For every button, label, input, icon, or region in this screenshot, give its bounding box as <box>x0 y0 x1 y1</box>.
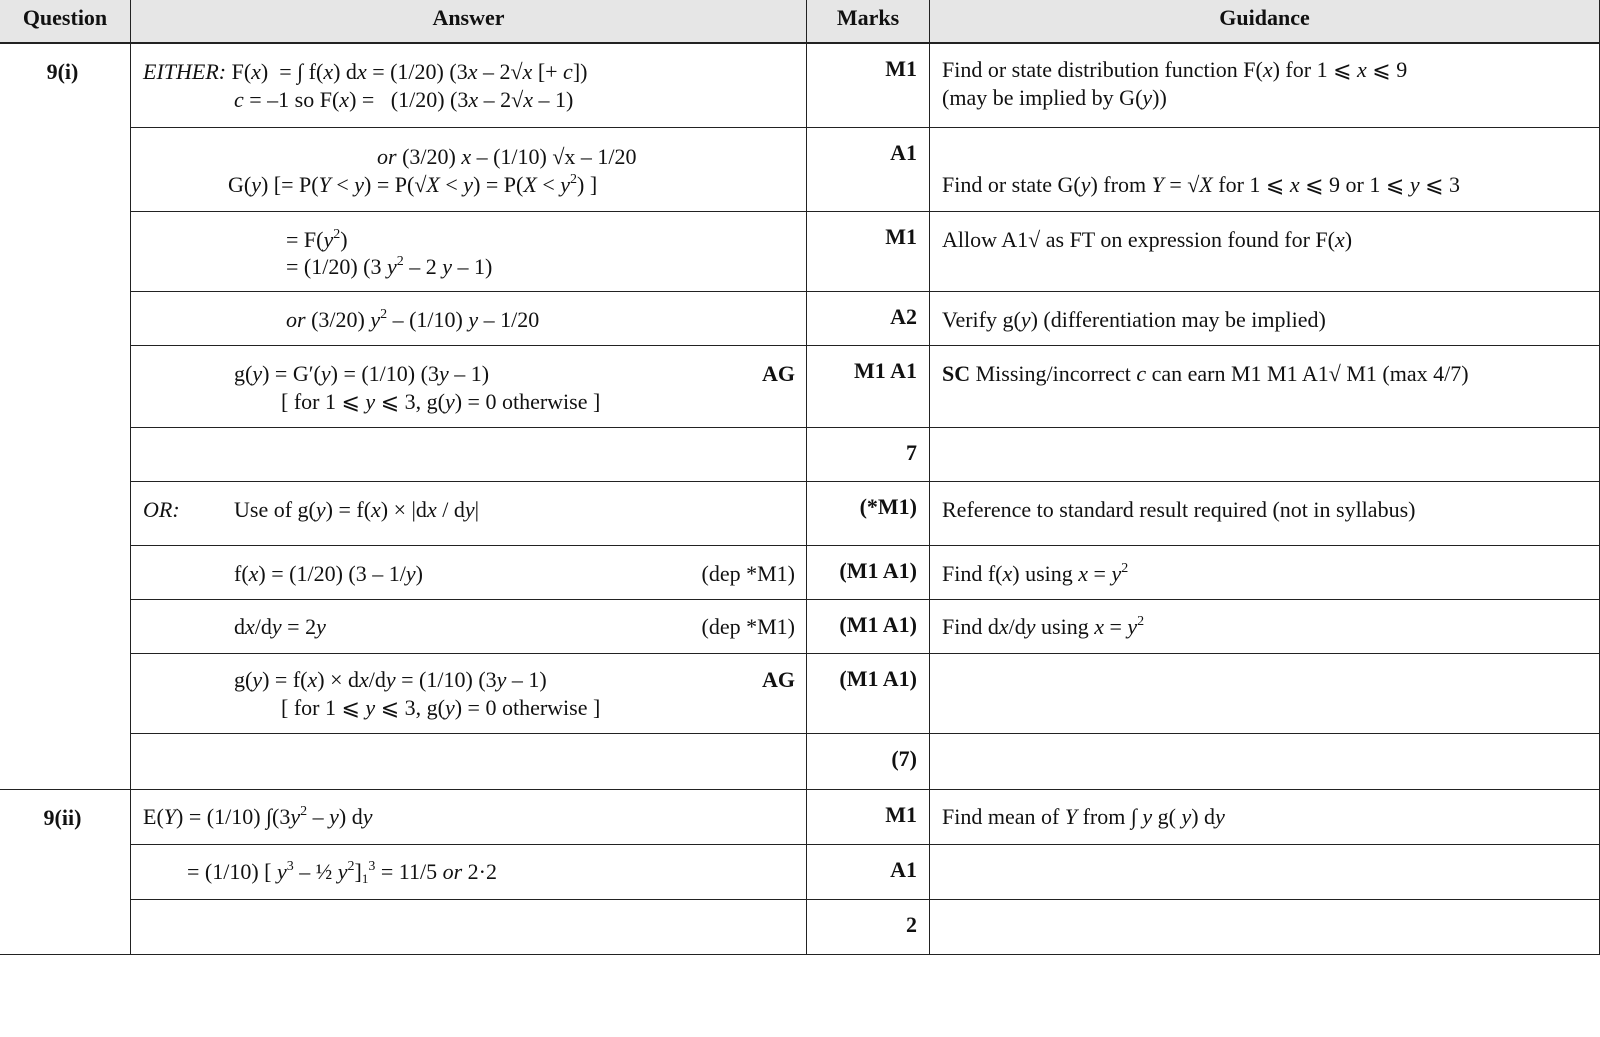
guidance-line: Find mean of Y from ∫ y g( y) dy <box>942 804 1225 829</box>
header-guidance: Guidance <box>930 0 1600 44</box>
guidance-cell <box>930 845 1600 900</box>
question-cell-9ii <box>0 790 131 955</box>
answer-line: c = –1 so F(x) = (1/20) (3x – 2√x – 1) <box>234 87 574 112</box>
answer-line: EITHER: F(x) = ∫ f(x) dx = (1/20) (3x – 2√x [+ c]) <box>143 59 588 84</box>
guidance-line: Find f(x) using $x = y^2$ <box>942 561 1129 586</box>
guidance-cell <box>930 428 1600 482</box>
marks-cell <box>807 428 930 482</box>
guidance-line: Verify g(y) (differentiation may be implied) <box>942 307 1326 332</box>
answer-line: E(Y) = (1/10) $\int(3y^2 - y)$ dy <box>143 804 373 829</box>
guidance-line: SC Missing/incorrect c can earn M1 M1 A1√ M1 (max 4/7) <box>942 361 1469 386</box>
marks-cell <box>807 292 930 346</box>
marks-cell <box>807 654 930 734</box>
marks-cell <box>807 734 930 790</box>
mark-value: 2 <box>906 912 917 937</box>
guidance-line: Find or state distribution function F(x) for 1 ⩽ x ⩽ 9 <box>942 57 1408 82</box>
answer-note: (dep *M1) <box>701 561 795 586</box>
marks-cell <box>807 346 930 428</box>
mark-value: 7 <box>906 440 917 465</box>
mark-value: A1 <box>890 140 917 165</box>
mark-value: M1 <box>885 802 917 827</box>
header-question: Question <box>0 0 131 44</box>
guidance-line: Reference to standard result required (not in syllabus) <box>942 497 1416 522</box>
answer-cell <box>131 428 807 482</box>
mark-value: M1 A1 <box>854 358 917 383</box>
guidance-cell <box>930 128 1600 212</box>
mark-value: M1 <box>885 224 917 249</box>
guidance-line: Find dx/dy using $x = y^2$ <box>942 614 1145 639</box>
answer-cell <box>131 734 807 790</box>
marks-cell <box>807 212 930 292</box>
answer-line: Use of g(y) = f(x) × |dx / dy| <box>234 497 479 522</box>
answer-line: = (1/20) (3 $y^2 - 2$ y – 1) <box>286 254 493 279</box>
answer-line: dx/dy = 2y <box>234 614 326 639</box>
question-label: 9(ii) <box>43 805 82 830</box>
marks-cell <box>807 482 930 546</box>
answer-line: g(y) = f(x) × dx/dy = (1/10) (3y – 1) <box>234 667 547 692</box>
marks-cell <box>807 845 930 900</box>
answer-cell <box>131 900 807 955</box>
mark-value: M1 <box>885 56 917 81</box>
header-marks: Marks <box>807 0 930 44</box>
answer-line: G(y) [= $P(Y < y) = P(√X < y) = P(X < y^2)$ ] <box>228 172 598 197</box>
guidance-line: Allow A1√ as FT on expression found for F(x) <box>942 227 1353 252</box>
answer-note: AG <box>762 361 795 386</box>
marks-cell <box>807 128 930 212</box>
answer-line: = (1/10) [ $y^3$ – ½ $y^2]_1^3 = 11/5$ or 2·2 <box>187 859 497 886</box>
answer-note: AG <box>762 667 795 692</box>
answer-line: g(y) = G′(y) = (1/10) (3y – 1) <box>234 361 490 386</box>
mark-value: (M1 A1) <box>839 666 917 691</box>
answer-line: or (3/20) $y^2 - (1/10)$ y – 1/20 <box>286 307 540 332</box>
marks-cell <box>807 44 930 128</box>
mark-value: A2 <box>890 304 917 329</box>
marks-cell <box>807 600 930 654</box>
mark-value: A1 <box>890 857 917 882</box>
mark-value: (7) <box>891 746 917 771</box>
guidance-line: (may be implied by G(y)) <box>942 85 1167 110</box>
answer-note: (dep *M1) <box>701 614 795 639</box>
answer-line: OR: <box>143 497 180 522</box>
answer-line: = $F(y^2)$ <box>286 227 348 252</box>
question-cell-9i <box>0 44 131 790</box>
marks-cell <box>807 546 930 600</box>
mark-value: (*M1) <box>859 494 917 519</box>
answer-line: f(x) = (1/20) (3 – 1/y) <box>234 561 423 586</box>
mark-value: (M1 A1) <box>839 612 917 637</box>
guidance-cell <box>930 900 1600 955</box>
marks-cell <box>807 900 930 955</box>
guidance-line: Find or state G(y) from Y = √X for 1 ⩽ x ⩽ 9 or 1 ⩽ y ⩽ 3 <box>942 172 1461 197</box>
answer-line: [ for 1 ⩽ y ⩽ 3, g(y) = 0 otherwise ] <box>281 695 601 720</box>
answer-line: [ for 1 ⩽ y ⩽ 3, g(y) = 0 otherwise ] <box>281 389 601 414</box>
guidance-cell <box>930 734 1600 790</box>
question-label: 9(i) <box>46 59 79 84</box>
marks-cell <box>807 790 930 845</box>
header-answer: Answer <box>131 0 807 44</box>
mark-value: (M1 A1) <box>839 558 917 583</box>
answer-line: or (3/20) x – (1/10) √x – 1/20 <box>377 144 637 169</box>
guidance-cell <box>930 654 1600 734</box>
